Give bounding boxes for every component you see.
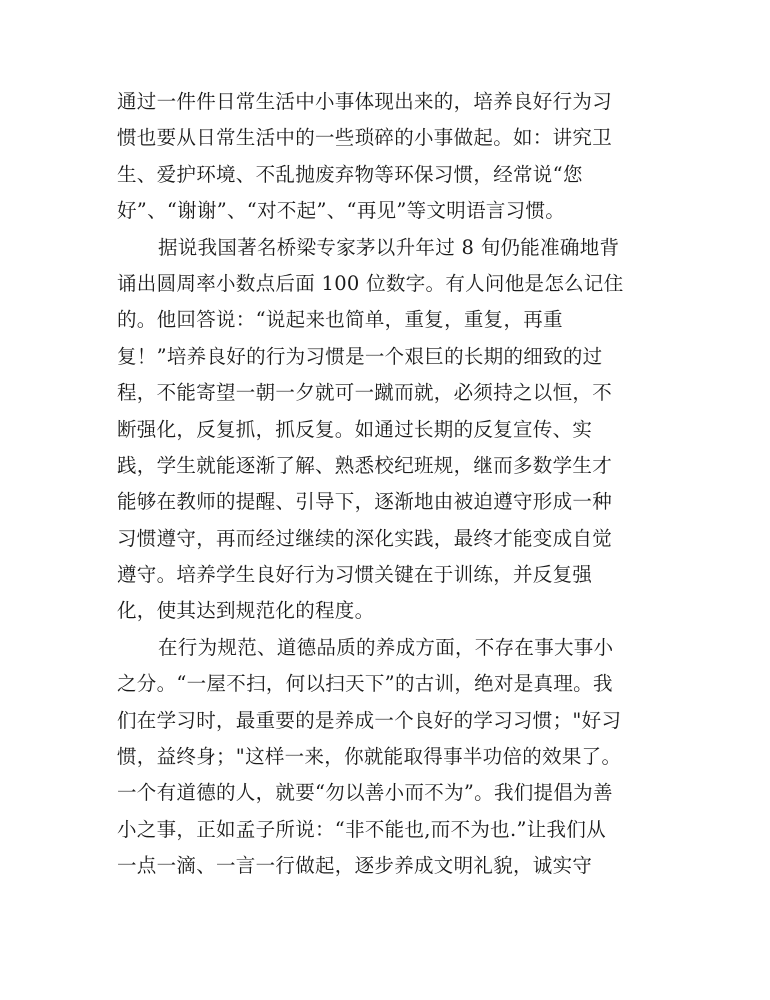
text-line: 惯，益终身；"这样一来，你就能取得事半功倍的效果了。: [117, 745, 622, 769]
text-line: 好”、“谢谢”、“对不起”、“再见”等文明语言习惯。: [117, 199, 566, 223]
text-line: 能够在教师的提醒、引导下，逐渐地由被迫遵守形成一种: [117, 490, 613, 514]
text-line: 断强化，反复抓，抓反复。如通过长期的反复宣传、实: [117, 417, 593, 441]
text-line: 复！”培养良好的行为习惯是一个艰巨的长期的细致的过: [117, 344, 603, 368]
text-line: 诵出圆周率小数点后面 100 位数字。有人问他是怎么记住: [117, 271, 624, 295]
text-line: 化，使其达到规范化的程度。: [117, 599, 375, 623]
text-line: 之分。“一屋不扫，何以扫天下”的古训，绝对是真理。我: [117, 672, 613, 696]
text-line: 程，不能寄望一朝一夕就可一蹴而就，必须持之以恒，不: [117, 381, 613, 405]
text-line: 一点一滴、一言一行做起，逐步养成文明礼貌，诚实守: [117, 854, 593, 878]
body-text: [117, 84, 662, 885]
text-line: 践，学生就能逐渐了解、熟悉校纪班规，继而多数学生才: [117, 453, 613, 477]
text-line: 一个有道德的人，就要“勿以善小而不为”。我们提倡为善: [117, 781, 613, 805]
text-line: 生、爱护环境、不乱抛废弃物等环保习惯，经常说“您: [117, 162, 583, 186]
text-line: 据说我国著名桥梁专家茅以升年过 8 旬仍能准确地背: [158, 235, 620, 259]
text-line: 在行为规范、道德品质的养成方面，不存在事大事小: [158, 635, 614, 659]
text-line: 们在学习时，最重要的是养成一个良好的学习习惯；"好习: [117, 708, 622, 732]
text-line: 惯也要从日常生活中的一些琐碎的小事做起。如：讲究卫: [117, 126, 613, 150]
text-line: 小之事，正如孟子所说：“非不能也,而不为也.”让我们从: [117, 817, 606, 841]
text-line: 通过一件件日常生活中小事体现出来的，培养良好行为习: [117, 90, 613, 113]
text-line: 的。他回答说：“说起来也简单，重复，重复，再重: [117, 308, 563, 332]
text-line: 遵守。培养学生良好行为习惯关键在于训练，并反复强: [117, 563, 593, 587]
text-line: 习惯遵守，再而经过继续的深化实践，最终才能变成自觉: [117, 526, 613, 550]
